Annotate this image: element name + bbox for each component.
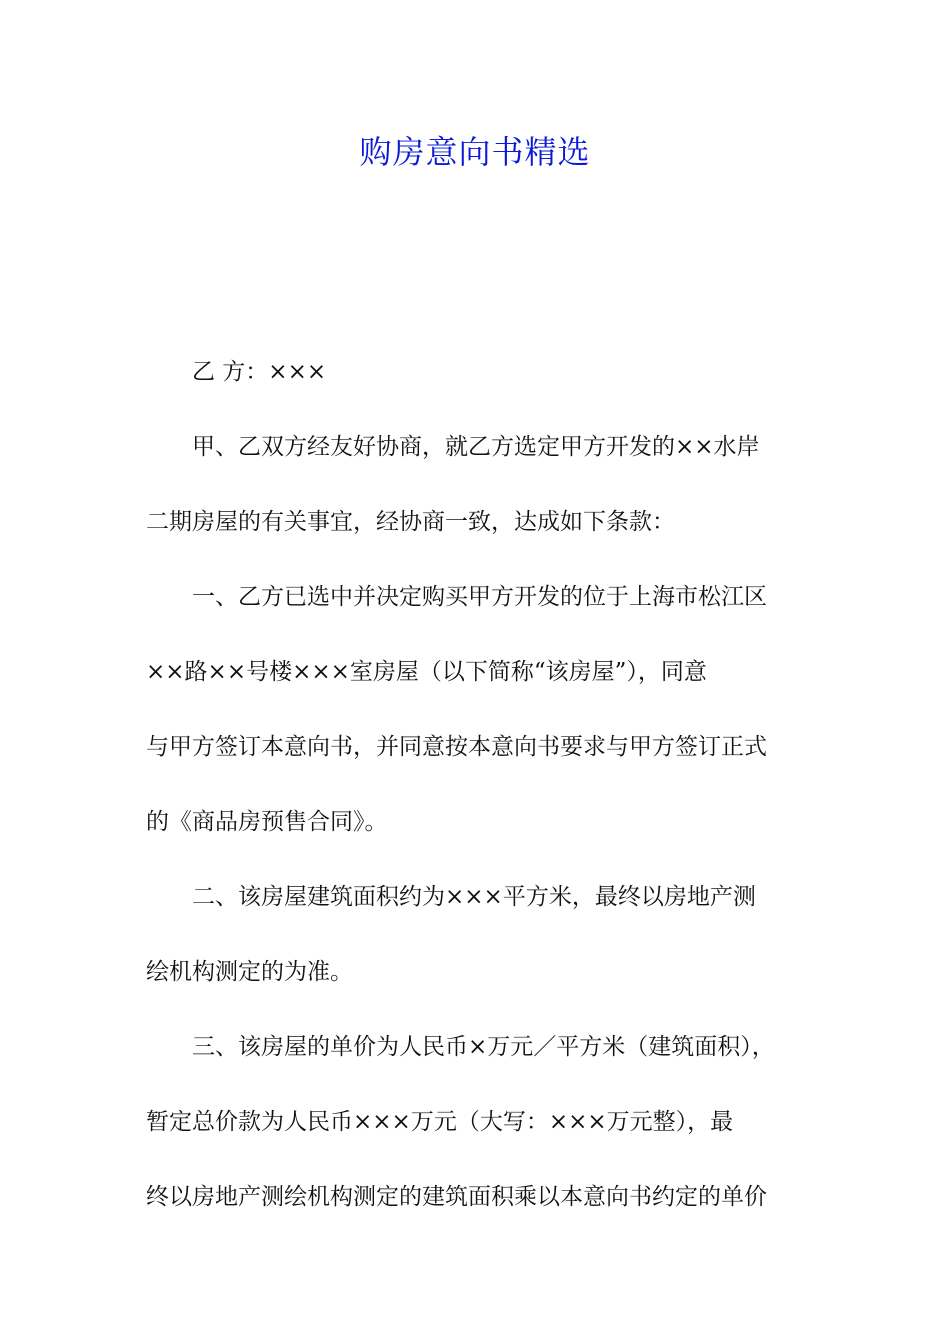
intro-paragraph xyxy=(146,410,812,560)
document-title: 购房意向书精选 xyxy=(359,133,591,171)
party-b-line xyxy=(146,335,812,410)
text-line: 绘机构测定的为准。 xyxy=(146,959,353,985)
text-line: 的《商品房预售合同》。 xyxy=(146,809,388,835)
text-line: 终以房地产测绘机构测定的建筑面积乘以本意向书约定的单价 xyxy=(146,1184,767,1210)
text-line: 二、该房屋建筑面积约为×××平方米，最终以房地产测 xyxy=(192,884,756,910)
text-line: 暂定总价款为人民币×××万元（大写：×××万元整），最 xyxy=(146,1109,734,1135)
text-line: ××路××号楼×××室房屋（以下简称“该房屋”），同意 xyxy=(146,659,707,685)
text-line: 甲、乙双方经友好协商，就乙方选定甲方开发的××水岸 xyxy=(192,434,760,460)
text-line: 二期房屋的有关事宜，经协商一致，达成如下条款： xyxy=(146,509,675,535)
text-line: 与甲方签订本意向书，并同意按本意向书要求与甲方签订正式 xyxy=(146,734,767,760)
clause-3-paragraph xyxy=(146,1010,812,1235)
text-line: 乙 方：××× xyxy=(192,359,327,385)
clause-2-paragraph xyxy=(146,860,812,1010)
text-line: 三、该房屋的单价为人民币×万元／平方米（建筑面积）， xyxy=(192,1034,775,1060)
text-line: 一、乙方已选中并决定购买甲方开发的位于上海市松江区 xyxy=(192,584,767,610)
document-body xyxy=(146,335,812,1235)
clause-1-paragraph xyxy=(146,560,812,860)
